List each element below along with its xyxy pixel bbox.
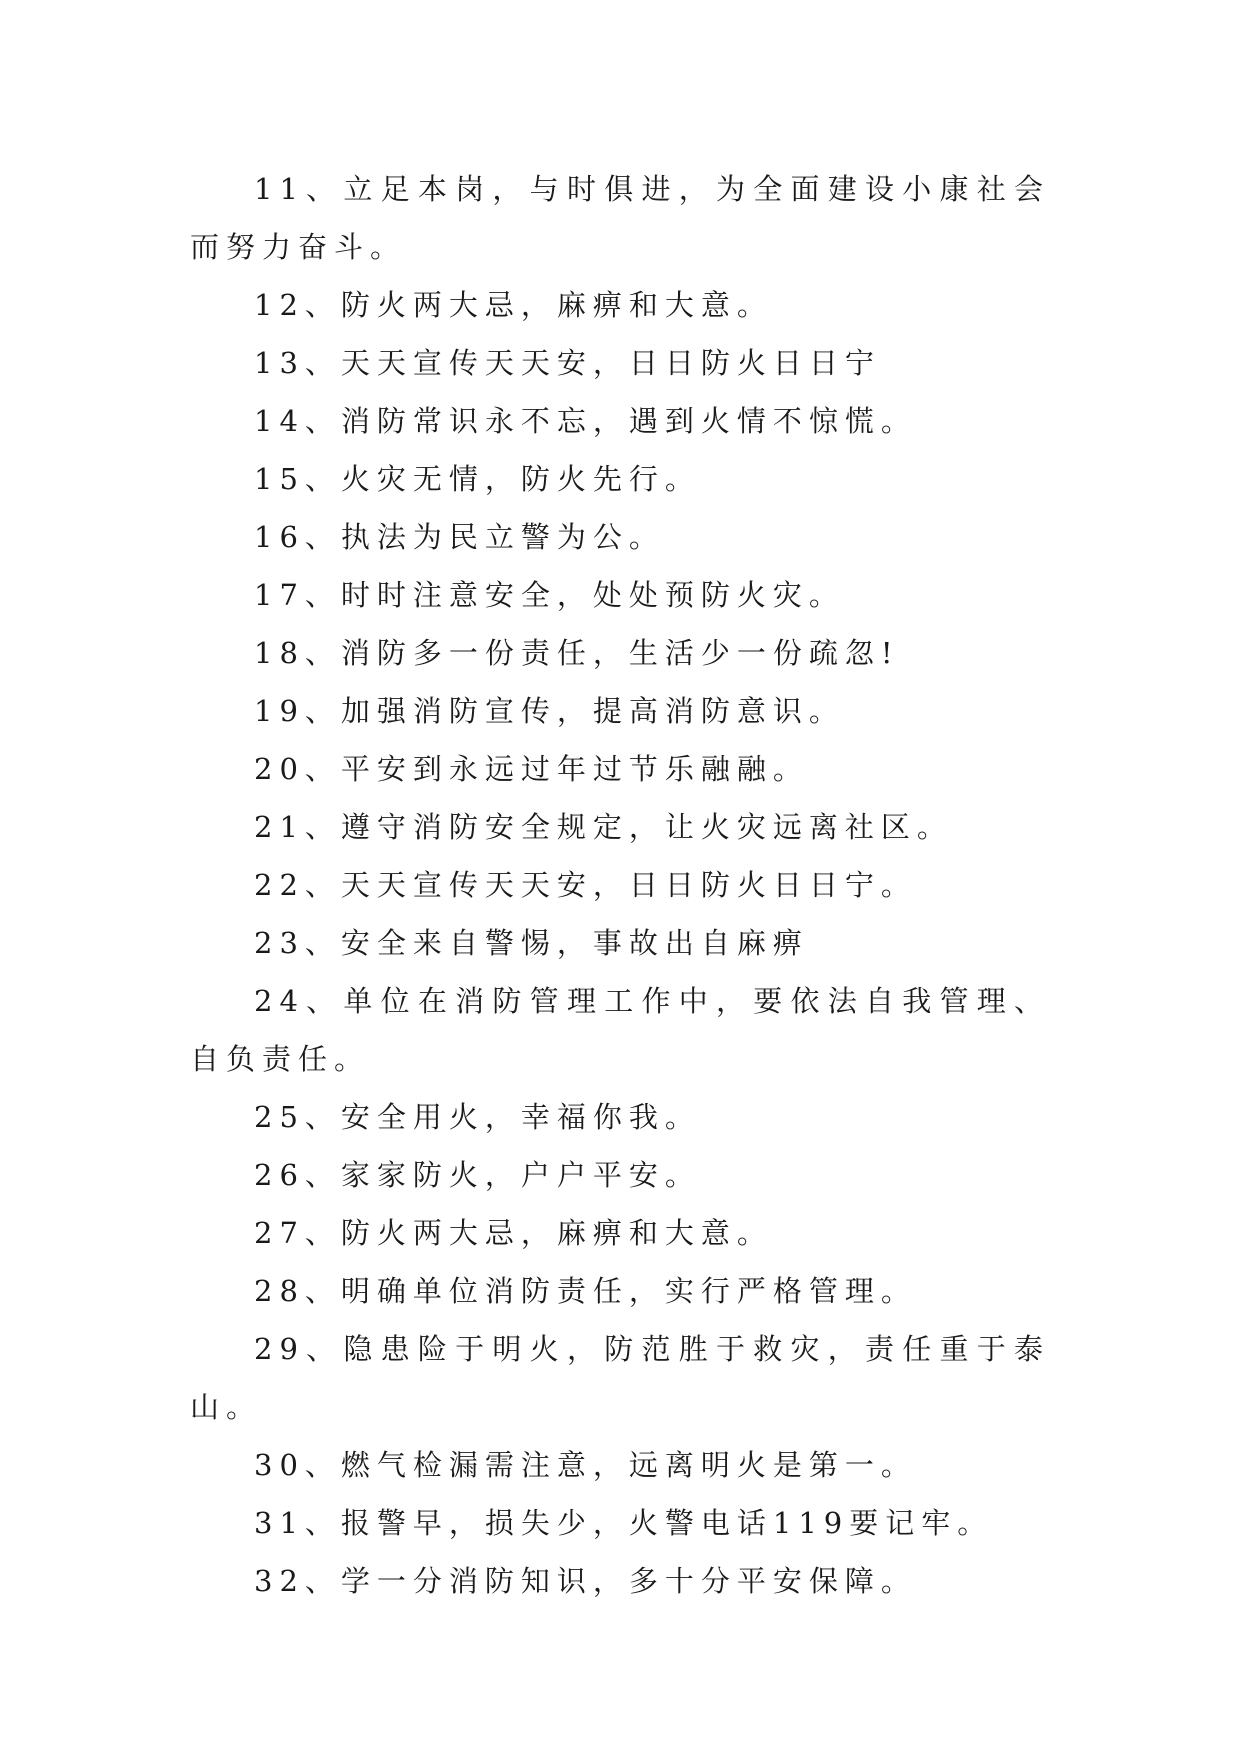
slogan-item-21: 21、遵守消防安全规定，让火灾远离社区。 [254,810,953,844]
slogan-item-15: 15、火灾无情，防火先行。 [254,462,701,496]
slogan-item-31: 31、报警早，损失少，火警电话119要记牢。 [254,1506,994,1540]
slogan-item-23: 23、安全来自警惕，事故出自麻痹 [254,926,809,960]
slogan-item-29: 29、隐患险于明火，防范胜于救灾，责任重于泰山。 [190,1332,1050,1424]
slogan-item-22: 22、天天宣传天天安，日日防火日日宁。 [254,868,917,902]
slogan-item-30: 30、燃气检漏需注意，远离明火是第一。 [254,1448,917,1482]
slogan-item-20: 20、平安到永远过年过节乐融融。 [254,752,809,786]
slogan-item-11: 11、立足本岗，与时俱进，为全面建设小康社会而努力奋斗。 [190,172,1050,264]
slogan-item-14: 14、消防常识永不忘，遇到火情不惊慌。 [254,404,917,438]
slogan-item-16: 16、执法为民立警为公。 [254,520,665,554]
slogan-item-18: 18、消防多一份责任，生活少一份疏忽! [254,636,900,670]
slogan-item-19: 19、加强消防宣传，提高消防意识。 [254,694,845,728]
slogan-item-25: 25、安全用火，幸福你我。 [254,1100,701,1134]
slogan-item-17: 17、时时注意安全，处处预防火灾。 [254,578,845,612]
slogan-item-28: 28、明确单位消防责任，实行严格管理。 [254,1274,917,1308]
slogan-item-26: 26、家家防火，户户平安。 [254,1158,701,1192]
slogan-item-32: 32、学一分消防知识，多十分平安保障。 [254,1564,917,1598]
slogan-list [190,160,1050,1610]
slogan-item-13: 13、天天宣传天天安，日日防火日日宁 [254,346,881,380]
slogan-item-27: 27、防火两大忌，麻痹和大意。 [254,1216,773,1250]
slogan-item-12: 12、防火两大忌，麻痹和大意。 [254,288,773,322]
slogan-item-24: 24、单位在消防管理工作中，要依法自我管理、自负责任。 [190,984,1050,1076]
